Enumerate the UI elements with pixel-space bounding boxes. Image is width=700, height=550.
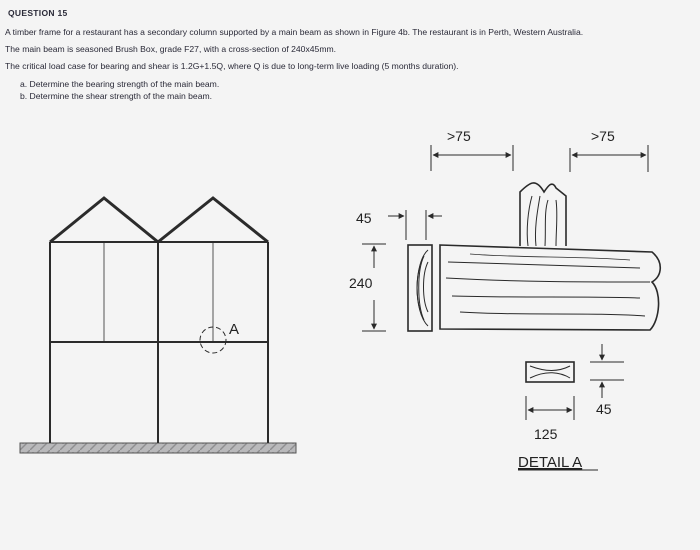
detail-title: DETAIL A — [518, 454, 583, 471]
question-text-line-1: A timber frame for a restaurant has a secondary column supported by a main beam as shown in Figure 4b. The restaurant is in Perth, Western Australia. — [5, 27, 584, 37]
frame-label-a: A — [229, 321, 240, 338]
dim-thickness: 45 — [356, 210, 372, 226]
dim-top-right: >75 — [591, 128, 615, 144]
question-text-line-3: The critical load case for bearing and shear is 1.2G+1.5Q, where Q is due to long-term live loading (5 months duration). — [5, 61, 459, 71]
secondary-column — [520, 183, 566, 246]
question-part-a: a. Determine the bearing strength of the main beam. — [20, 79, 220, 89]
dimension-top — [431, 145, 648, 172]
beam-cross-section — [408, 245, 432, 331]
ground-strip — [20, 443, 296, 453]
dimension-plan-length — [526, 396, 574, 420]
timber-frame — [20, 198, 296, 453]
dim-depth: 240 — [349, 275, 373, 291]
dimension-plan-thickness — [590, 344, 624, 398]
question-title: QUESTION 15 — [8, 8, 68, 18]
main-beam-elevation — [440, 245, 660, 330]
dim-plan-thickness: 45 — [596, 401, 612, 417]
dimension-thickness — [388, 210, 442, 240]
question-part-b: b. Determine the shear strength of the main beam. — [20, 91, 213, 101]
dim-top-left: >75 — [447, 128, 471, 144]
question-text-line-2: The main beam is seasoned Brush Box, grade F27, with a cross-section of 240x45mm. — [5, 44, 337, 54]
column-plan-view — [526, 362, 574, 382]
dim-plan-length: 125 — [534, 426, 558, 442]
